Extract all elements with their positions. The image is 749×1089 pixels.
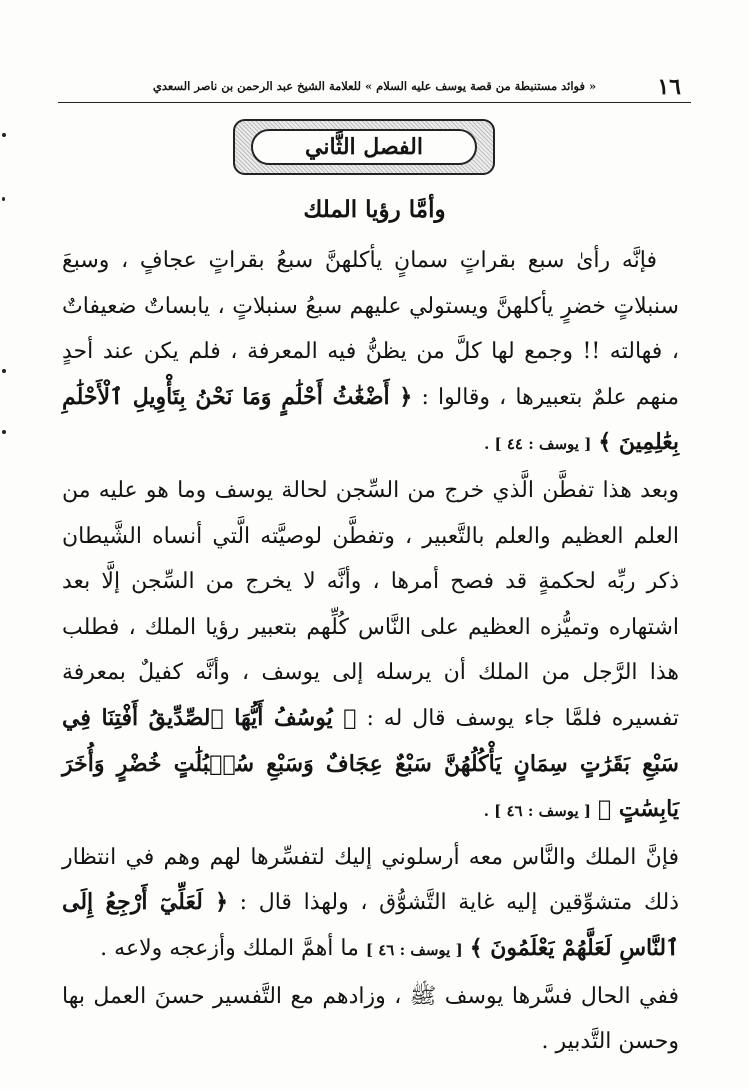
margin-mark — [2, 197, 5, 201]
verse-reference: [ يوسف : ٤٦ ] . — [483, 802, 591, 821]
verse-reference: [ يوسف : ٤٦ ] — [365, 940, 463, 959]
section-title: وأمَّا رؤيا الملك — [303, 196, 446, 223]
paragraph-text: فإنَّ الملك والنَّاس معه أرسلوني إليك لتفسِّرها لهم وهم في انتظار ذلك متشوِّقين إليه غاية التَّشوُّق ، ولهذا قال : — [62, 844, 679, 916]
paragraph-text: فإنَّه رأىٰ سبع بقراتٍ سمانٍ يأكلهنَّ سبعُ بقراتٍ عجافٍ ، وسبعَ سنبلاتٍ خضرٍ يأكلهنَّ ويستولي عليهم سبعُ سنبلاتٍ ، يابساتٌ ضعيفاتٌ ، فهالته !! وجمع لها كلَّ من يظنُّ فيه المعرفة ، فلم يكن عند أحدٍ منهم علمٌ بتعبيرها ، وقالوا : — [62, 248, 680, 410]
page-number: ١٦ — [657, 74, 681, 100]
quran-verse: ﴿ أَضْغَٰثُ أَحْلَٰمٍ وَمَا نَحْنُ بِتَأْوِيلِ ٱلْأَحْلَٰمِ بِعَٰلِمِينَ ﴾ — [62, 383, 679, 456]
paragraph-4 — [62, 974, 679, 1065]
paragraph-3 — [62, 835, 679, 974]
verse-reference: [ يوسف : ٤٤ ] . — [484, 435, 592, 454]
paragraph-2 — [62, 468, 679, 835]
margin-mark — [2, 369, 6, 373]
quran-verse: ﴿ لَعَلِّيٓ أَرْجِعُ إِلَى ٱلنَّاسِ لَعَلَّهُمْ يَعْلَمُونَ ﴾ — [62, 889, 679, 961]
running-header — [58, 72, 691, 103]
body-text — [62, 238, 679, 1065]
running-title: « فوائد مستنبطة من قصة يوسف عليه السلام » للعلامة الشيخ عبد الرحمن بن ناصر السعدي — [152, 79, 597, 93]
margin-mark — [2, 133, 6, 137]
chapter-title: الفصل الثَّاني — [251, 129, 477, 165]
margin-mark — [2, 430, 6, 434]
paragraph-1 — [62, 238, 679, 468]
paragraph-text: وبعد هذا تفطَّن الَّذي خرج من السِّجن لحالة يوسف وما هو عليه من العلم العظيم والعلم بالتَّعبير ، وتفطَّن لوصيَّته الَّتي أنساه الشَّيطان ذكر ربِّه لحكمةٍ قد فصح أمرها ، وأنَّه لا يخرج من السِّجن إلَّا بعد اشتهاره وتميُّزه العظيم على النَّاس كُلِّهم بتعبير رؤيا الملك ، فطلب هذا الرَّجل من الملك أن يرسله إلى يوسف ، وأنَّه كفيلٌ بمعرفة تفسيره فلمَّا جاء يوسف قال له : — [62, 477, 679, 731]
chapter-title-frame — [233, 119, 495, 175]
paragraph-text: ما أهمَّ الملك وأزعجه ولاعه . — [100, 935, 359, 961]
quran-verse: ﴿ يُوسُفُ أَيُّهَا ٱلصِّدِّيقُ أَفْتِنَا فِي سَبْعِ بَقَرَٰتٍ سِمَانٍ يَأْكُلُهُنَّ سَبْعٌ عِجَافٌ وَسَبْعِ سُنۢبُلَٰتٍ خُضْرٍ وَأُخَرَ يَابِسَٰتٍ ﴾ — [62, 704, 679, 823]
paragraph-text: ففي الحال فسَّرها يوسف ﷺ ، وزادهم مع التَّفسير حسنَ العمل بها وحسن التَّدبير . — [62, 983, 679, 1055]
